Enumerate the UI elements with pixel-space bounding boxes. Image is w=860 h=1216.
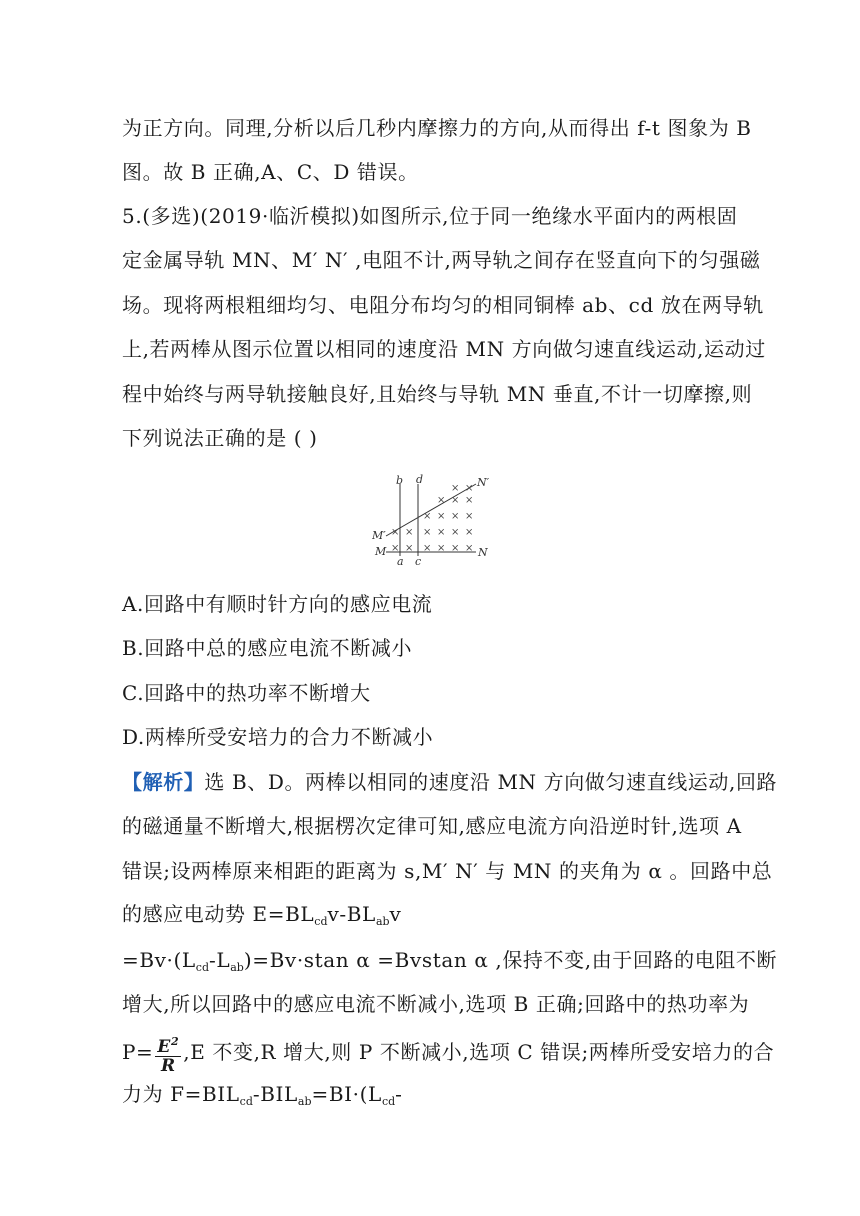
field-cross-mark: × [465,511,474,522]
text: P= [122,1040,154,1064]
text: =BI·(L [311,1082,382,1106]
option-a: A.回路中有顺时针方向的感应电流 [122,592,433,616]
field-cross-mark: × [451,483,460,494]
subscript: ab [230,961,244,974]
option-d: D.两棒所受安培力的合力不断减小 [122,725,434,749]
field-cross-mark: × [465,483,474,494]
question-line: 5.(多选)(2019·临沂模拟)如图所示,位于同一绝缘水平面内的两根固 [122,204,738,228]
field-cross-mark: × [451,527,460,538]
text: v [389,902,402,926]
field-cross-mark: × [451,495,460,506]
option-b: B.回路中总的感应电流不断减小 [122,636,413,660]
field-cross-mark: × [451,511,460,522]
text: ,E 不变,R 增大,则 P 不断减小,选项 C 错误;两棒所受安培力的合 [183,1040,775,1064]
analysis-line: 增大,所以回路中的感应电流不断减小,选项 B 正确;回路中的热功率为 [122,992,750,1016]
power-fraction [155,1033,181,1075]
question-line: 下列说法正确的是 ( ) [122,426,318,450]
question-line: 定金属导轨 MN、M′ N′ ,电阻不计,两导轨之间存在竖直向下的匀强磁 [122,248,761,272]
analysis-line [122,1080,403,1116]
superscript: 2 [170,1034,180,1048]
field-cross-mark: × [423,527,432,538]
field-cross-mark: × [423,511,432,522]
analysis-line: 的磁通量不断增大,根据楞次定律可知,感应电流方向沿逆时针,选项 A [122,814,742,838]
field-cross-mark: × [437,511,446,522]
label-d: d [416,473,424,486]
text: )=Bv·stan α =Bvstan α ,保持不变,由于回路的电阻不断 [243,948,778,972]
subscript: cd [314,915,328,928]
subscript: cd [381,1095,396,1108]
text: =Bv·(L [122,948,196,972]
field-cross-mark: × [437,543,446,554]
text: 力为 F=BIL [122,1082,240,1106]
label-b: b [396,474,404,487]
field-cross-mark: × [451,543,460,554]
denominator: R [160,1055,176,1076]
question-line: 上,若两棒从图示位置以相同的速度沿 MN 方向做匀速直线运动,运动过 [122,337,766,361]
text: -L [209,948,231,972]
analysis-line [122,768,777,796]
question-line: 场。现将两根粗细均匀、电阻分布均匀的相同铜棒 ab、cd 放在两导轨 [122,293,764,317]
text: 的感应电动势 E=BL [122,902,315,926]
analysis-line [122,1032,774,1075]
question-line: 程中始终与两导轨接触良好,且始终与导轨 MN 垂直,不计一切摩擦,则 [122,382,753,406]
text: - [395,1082,403,1106]
field-cross-mark: × [437,527,446,538]
subscript: cd [195,961,209,974]
option-c: C.回路中的热功率不断增大 [122,681,371,705]
analysis-line [122,900,401,936]
analysis-line [122,946,777,982]
subscript: ab [375,915,390,928]
label-n-prime: N′ [477,476,490,489]
analysis-tag: 【解析】 [122,770,205,794]
field-cross-mark: × [465,527,474,538]
rails-diagram [372,472,492,568]
text: v-BL [327,902,376,926]
text-line: 图。故 B 正确,A、C、D 错误。 [122,160,419,184]
subscript: ab [297,1095,312,1108]
analysis-text: 选 B、D。两棒以相同的速度沿 MN 方向做匀速直线运动,回路 [204,770,778,794]
field-cross-mark: × [437,495,446,506]
text-line: 为正方向。同理,分析以后几秒内摩擦力的方向,从而得出 f-t 图象为 B [122,116,752,140]
field-cross-mark: × [465,495,474,506]
field-cross-mark: × [423,543,432,554]
analysis-line: 错误;设两棒原来相距的距离为 s,M′ N′ 与 MN 的夹角为 α 。回路中总 [122,859,773,883]
field-cross-mark: × [391,543,400,554]
magnetic-field-marks [391,483,473,554]
label-m: M [375,545,387,558]
field-cross-mark: × [391,527,400,538]
label-a: a [397,555,404,568]
field-cross-mark: × [465,543,474,554]
field-cross-mark: × [405,543,414,554]
text: -BIL [252,1082,298,1106]
label-n: N [478,546,488,559]
numerator: E [157,1036,171,1057]
label-m-prime: M′ [372,529,386,542]
field-cross-mark: × [405,527,414,538]
subscript: cd [239,1095,253,1108]
label-c: c [415,555,422,568]
